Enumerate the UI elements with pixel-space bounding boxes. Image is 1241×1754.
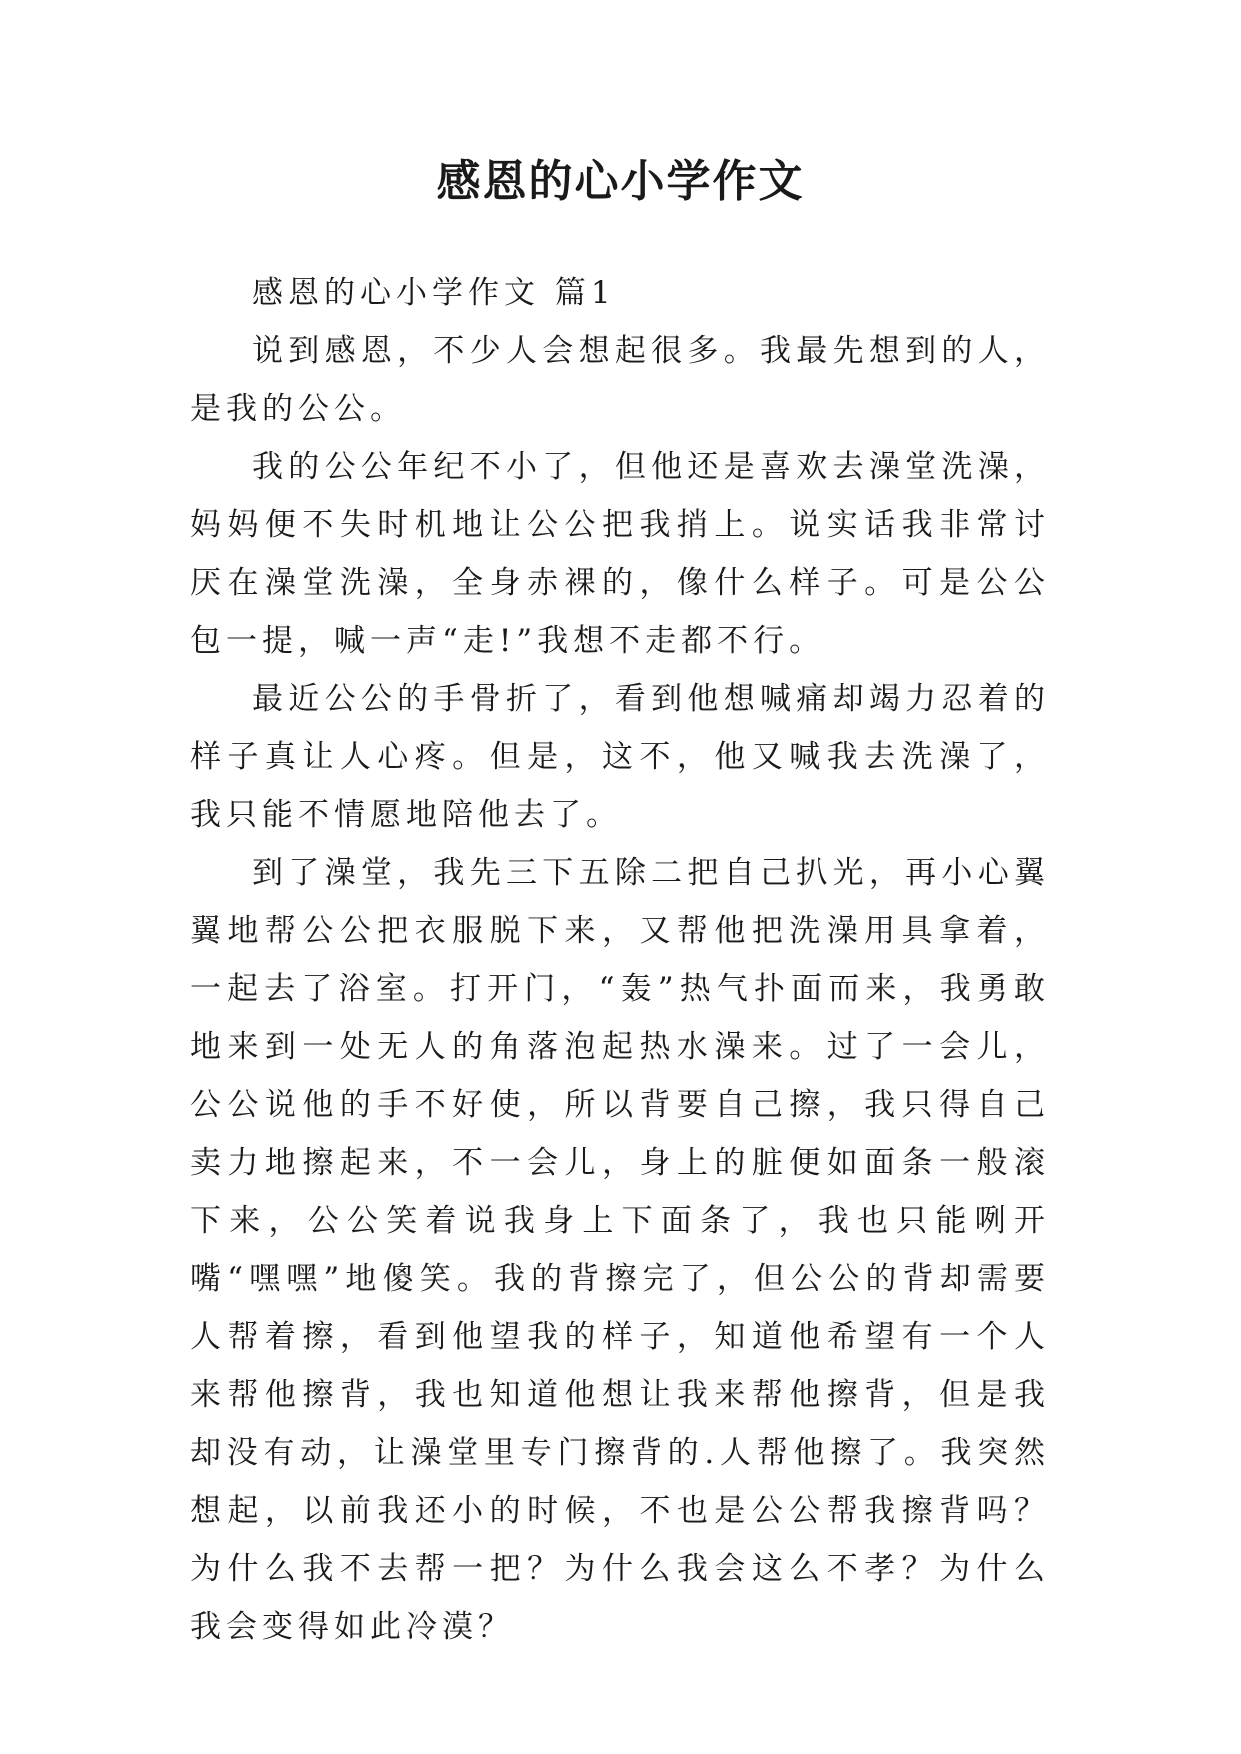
section-heading: 感恩的心小学作文 篇1 (252, 275, 616, 311)
document-body (190, 264, 1050, 1656)
paragraph: 到了澡堂，我先三下五除二把自己扒光，再小心翼翼地帮公公把衣服脱下来，又帮他把洗澡用具拿着，一起去了浴室。打开门，“轰”热气扑面而来，我勇敢地来到一处无人的角落泡起热水澡来。过了一会儿，公公说他的手不好使，所以背要自己擦，我只得自己卖力地擦起来，不一会儿，身上的脏便如面条一般滚下来，公公笑着说我身上下面条了，我也只能咧开嘴“嘿嘿”地傻笑。我的背擦完了，但公公的背却需要人帮着擦，看到他望我的样子，知道他希望有一个人来帮他擦背，我也知道他想让我来帮他擦背，但是我却没有动，让澡堂里专门擦背的.人帮他擦了。我突然想起，以前我还小的时候，不也是公公帮我擦背吗？为什么我不去帮一把？为什么我会这么不孝？为什么我会变得如此冷漠？ (190, 855, 1050, 1645)
paragraph: 说到感恩，不少人会想起很多。我最先想到的人，是我的公公。 (190, 333, 1050, 427)
paragraph: 我的公公年纪不小了，但他还是喜欢去澡堂洗澡，妈妈便不失时机地让公公把我捎上。说实话我非常讨厌在澡堂洗澡，全身赤裸的，像什么样子。可是公公包一提，喊一声“走!”我想不走都不行。 (190, 449, 1050, 659)
paragraph: 最近公公的手骨折了，看到他想喊痛却竭力忍着的样子真让人心疼。但是，这不，他又喊我去洗澡了，我只能不情愿地陪他去了。 (190, 681, 1050, 833)
document-title: 感恩的心小学作文 (436, 156, 805, 207)
